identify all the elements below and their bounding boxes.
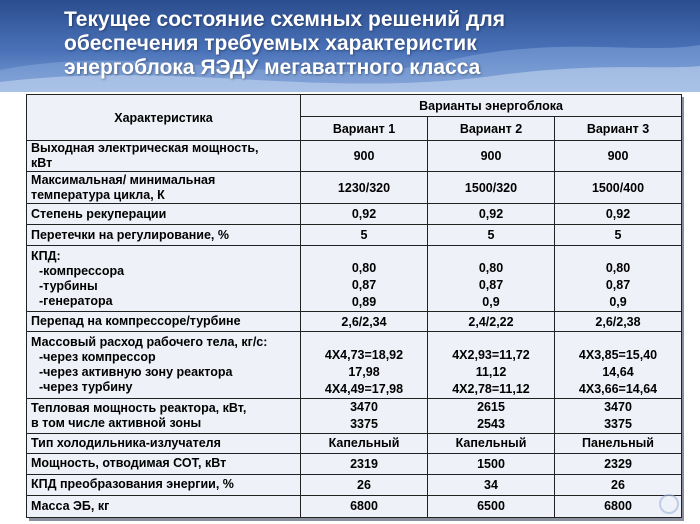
cell-value-line: 4Х3,85=15,40	[578, 347, 658, 362]
variant-2-value	[428, 332, 555, 398]
cell-value-line: 6800	[350, 499, 378, 514]
variant-2-value	[428, 312, 555, 332]
row-label-line: температура цикла, К	[31, 187, 165, 202]
cell-value-line: 0,92	[605, 207, 631, 222]
cell-value-line: 2615	[477, 399, 505, 414]
row-label	[27, 225, 301, 246]
row-label-line: Мощность, отводимая СОТ, кВт	[31, 456, 227, 471]
variant-3-value	[555, 246, 682, 312]
row-label-line: КПД преобразования энергии, %	[31, 477, 234, 492]
cell-value-line: 3470	[350, 399, 378, 414]
row-label-line: Перетечки на регулирование, %	[31, 227, 229, 242]
cell-value-line: 17,98	[348, 364, 380, 379]
cell-value-line: 5	[487, 228, 495, 243]
cell-value-line: 0,87	[478, 278, 504, 293]
row-label-line: Выходная электрическая мощность,	[31, 141, 259, 156]
table-row	[27, 141, 682, 172]
table-row	[27, 453, 682, 474]
cell-value-line: 0,87	[351, 278, 377, 293]
variant-3-value	[555, 453, 682, 474]
cell-value-line: 26	[357, 477, 371, 492]
title-line-3: энергоблока ЯЭДУ мегаваттного класса	[64, 56, 481, 79]
header-variants: Варианты энергоблока	[301, 95, 682, 117]
cell-value-line: 6800	[604, 499, 632, 514]
cell-value-line: 4Х4,49=17,98	[324, 381, 404, 396]
cell-value-line: 1500	[477, 456, 505, 471]
variant-2-value	[428, 246, 555, 312]
variant-1-value	[301, 332, 428, 398]
row-label-line: -компрессора	[39, 263, 125, 278]
row-label-line: -генератора	[39, 293, 113, 308]
cell-value-line: 4Х4,73=18,92	[324, 347, 404, 362]
variant-1-value	[301, 312, 428, 332]
header-characteristic: Характеристика	[27, 95, 301, 141]
variant-1-value	[301, 398, 428, 433]
variant-2-value	[428, 225, 555, 246]
variant-3-value	[555, 398, 682, 433]
table-row	[27, 204, 682, 225]
cell-value-line: 2,6/2,34	[341, 314, 387, 329]
cell-value-line: 1500/400	[591, 180, 645, 195]
characteristics-table-container	[26, 94, 681, 518]
table-body	[27, 141, 682, 518]
variant-1-value	[301, 474, 428, 495]
cell-value-line: 0,80	[478, 261, 504, 276]
cell-value-line: 0,92	[478, 207, 504, 222]
cell-value-line: 34	[484, 477, 498, 492]
cell-value-line: Капельный	[455, 436, 527, 451]
table-row	[27, 398, 682, 433]
row-label-line: Массовый расход рабочего тела, кг/с:	[31, 335, 268, 350]
row-label-line: -через компрессор	[39, 350, 156, 365]
cell-value-line: 0,80	[605, 261, 631, 276]
slide-header	[0, 0, 700, 92]
cell-value-line: 2,6/2,38	[595, 314, 641, 329]
variant-1-value	[301, 204, 428, 225]
title-line-1: Текущее состояние схемных решений для	[64, 8, 505, 31]
variant-3-value	[555, 225, 682, 246]
cell-value-line: 1500/320	[464, 180, 518, 195]
cell-value-line: 2,4/2,22	[468, 314, 514, 329]
row-label-line: Степень рекуперации	[31, 206, 167, 221]
variant-1-value	[301, 225, 428, 246]
row-label-line: -через активную зону реактора	[39, 365, 233, 380]
variant-2-value	[428, 474, 555, 495]
cell-value-line: Панельный	[582, 436, 654, 451]
cell-value-line: 2543	[477, 416, 505, 431]
row-label-line: КПД:	[31, 248, 61, 263]
variant-1-value	[301, 141, 428, 172]
cell-value-line: 2319	[350, 456, 378, 471]
cell-value-line: 0,9	[609, 295, 627, 310]
cell-value-line: 4Х2,93=11,72	[452, 347, 530, 362]
row-label-line: Максимальная/ минимальная	[31, 172, 216, 187]
slide-title	[64, 8, 684, 80]
variant-2-value	[428, 453, 555, 474]
row-label-line: Тепловая мощность реактора, кВт,	[31, 400, 247, 415]
cell-value-line: 900	[480, 149, 502, 164]
row-label-line: -турбины	[39, 278, 98, 293]
variant-3-value	[555, 204, 682, 225]
variant-2-value	[428, 398, 555, 433]
cell-value-line: 0,87	[605, 278, 631, 293]
header-variant-2: Вариант 2	[428, 117, 555, 141]
variant-2-value	[428, 433, 555, 453]
variant-3-value	[555, 433, 682, 453]
cell-value-line: 1230/320	[337, 180, 391, 195]
cell-value-line: 3375	[604, 416, 632, 431]
header-variant-3: Вариант 3	[555, 117, 682, 141]
row-label	[27, 246, 301, 312]
table-row	[27, 246, 682, 312]
variant-1-value	[301, 172, 428, 204]
cell-value-line: 0,9	[482, 295, 500, 310]
table-row	[27, 172, 682, 204]
table-row	[27, 495, 682, 517]
characteristics-table	[26, 94, 682, 518]
header-variant-1: Вариант 1	[301, 117, 428, 141]
cell-value-line: 4Х2,78=11,12	[452, 381, 530, 396]
variant-2-value	[428, 495, 555, 517]
variant-1-value	[301, 246, 428, 312]
variant-3-value	[555, 141, 682, 172]
cell-value-line: 26	[611, 477, 625, 492]
variant-2-value	[428, 141, 555, 172]
cell-value-line: 900	[353, 149, 375, 164]
variant-3-value	[555, 474, 682, 495]
row-label	[27, 172, 301, 204]
cell-value-line: 4Х3,66=14,64	[578, 381, 658, 396]
row-label	[27, 474, 301, 495]
title-line-2: обеспечения требуемых характеристик	[64, 32, 477, 55]
row-label	[27, 204, 301, 225]
cell-value-line: 2329	[604, 456, 632, 471]
row-label	[27, 398, 301, 433]
cell-value-line: 3470	[604, 399, 632, 414]
cell-value-line: 5	[360, 228, 368, 243]
cell-value-line: 0,92	[351, 207, 377, 222]
row-label-line: Масса ЭБ, кг	[31, 498, 110, 513]
variant-2-value	[428, 204, 555, 225]
variant-1-value	[301, 495, 428, 517]
row-label-line: Перепад на компрессоре/турбине	[31, 314, 241, 329]
variant-3-value	[555, 312, 682, 332]
variant-1-value	[301, 433, 428, 453]
table-row	[27, 312, 682, 332]
cell-value-line: 3375	[350, 416, 378, 431]
cell-value-line: 6500	[477, 499, 505, 514]
variant-3-value	[555, 172, 682, 204]
cell-value-line: 900	[607, 149, 629, 164]
cell-value-line: 0,89	[351, 295, 377, 310]
corner-decoration	[659, 494, 679, 514]
variant-2-value	[428, 172, 555, 204]
cell-value-line: 0,80	[351, 261, 377, 276]
row-label-line: в том числе активной зоны	[31, 415, 202, 430]
row-label	[27, 495, 301, 517]
row-label	[27, 433, 301, 453]
row-label	[27, 141, 301, 172]
row-label-line: Тип холодильника-излучателя	[31, 435, 221, 450]
row-label	[27, 453, 301, 474]
row-label	[27, 332, 301, 398]
variant-1-value	[301, 453, 428, 474]
table-row	[27, 332, 682, 398]
variant-3-value	[555, 332, 682, 398]
table-row	[27, 474, 682, 495]
cell-value-line: Капельный	[328, 436, 400, 451]
cell-value-line: 14,64	[602, 364, 634, 379]
table-row	[27, 433, 682, 453]
table-row	[27, 225, 682, 246]
cell-value-line: 5	[614, 228, 622, 243]
cell-value-line: 11,12	[475, 364, 507, 379]
row-label	[27, 312, 301, 332]
table-header-row	[27, 95, 682, 117]
row-label-line: кВт	[31, 156, 53, 171]
row-label-line: -через турбину	[39, 380, 133, 395]
